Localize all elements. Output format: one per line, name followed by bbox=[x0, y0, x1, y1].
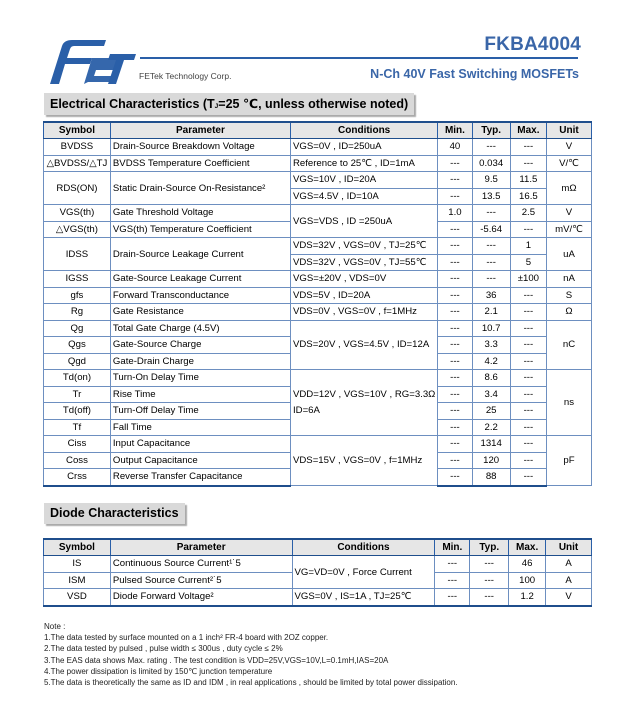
unit-cell: mΩ bbox=[547, 172, 592, 205]
table-row bbox=[44, 436, 592, 453]
typ-cell: --- bbox=[472, 238, 510, 255]
symbol-cell: IS bbox=[44, 556, 111, 573]
conditions-cell: VDS=0V , VGS=0V , f=1MHz bbox=[290, 304, 437, 321]
parameter-cell: Forward Transconductance bbox=[110, 287, 290, 304]
parameter-cell: Output Capacitance bbox=[110, 452, 290, 469]
typ-cell: 0.034 bbox=[472, 155, 510, 172]
symbol-cell: VGS(th) bbox=[44, 205, 111, 222]
symbol-cell: IGSS bbox=[44, 271, 111, 288]
conditions-cell: VGS=±20V , VDS=0V bbox=[290, 271, 437, 288]
typ-cell: --- bbox=[470, 589, 509, 606]
unit-cell: uA bbox=[547, 238, 592, 271]
parameter-cell: BVDSS Temperature Coefficient bbox=[110, 155, 290, 172]
typ-cell: 13.5 bbox=[472, 188, 510, 205]
typ-cell: 3.4 bbox=[472, 386, 510, 403]
section-electrical-heading: Electrical Characteristics (TJ=25 ℃, unless otherwise noted) bbox=[44, 93, 414, 115]
table-row bbox=[44, 155, 592, 172]
symbol-cell: Rg bbox=[44, 304, 111, 321]
table-row bbox=[44, 320, 592, 337]
typ-cell: 2.1 bbox=[472, 304, 510, 321]
min-cell: --- bbox=[438, 271, 472, 288]
typ-cell: 36 bbox=[472, 287, 510, 304]
electrical-table bbox=[43, 121, 592, 487]
section-diode-heading: Diode Characteristics bbox=[44, 503, 185, 524]
parameter-cell: Pulsed Source Current²˙5 bbox=[110, 572, 292, 589]
conditions-line: VDD=12V , VGS=10V , RG=3.3Ω bbox=[292, 388, 436, 400]
min-cell: --- bbox=[435, 589, 470, 606]
typ-cell: 120 bbox=[472, 452, 510, 469]
min-cell: --- bbox=[435, 572, 470, 589]
max-cell: --- bbox=[510, 419, 546, 436]
product-subtitle: N-Ch 40V Fast Switching MOSFETs bbox=[370, 67, 579, 81]
part-number: FKBA4004 bbox=[484, 34, 581, 55]
parameter-cell: Rise Time bbox=[110, 386, 290, 403]
min-cell: 40 bbox=[438, 139, 472, 156]
max-cell: 1 bbox=[510, 238, 546, 255]
symbol-cell: RDS(ON) bbox=[44, 172, 111, 205]
parameter-cell: VGS(th) Temperature Coefficient bbox=[110, 221, 290, 238]
max-cell: 2.5 bbox=[510, 205, 546, 222]
typ-cell: --- bbox=[472, 271, 510, 288]
symbol-cell: VSD bbox=[44, 589, 111, 606]
table-row bbox=[44, 370, 592, 387]
table-row bbox=[44, 304, 592, 321]
unit-cell: mV/℃ bbox=[547, 221, 592, 238]
col-symbol: Symbol bbox=[44, 122, 111, 139]
symbol-cell: Td(off) bbox=[44, 403, 111, 420]
col-symbol: Symbol bbox=[44, 539, 111, 556]
max-cell: --- bbox=[510, 386, 546, 403]
max-cell: --- bbox=[510, 353, 546, 370]
min-cell: --- bbox=[438, 221, 472, 238]
min-cell: --- bbox=[438, 304, 472, 321]
table-row bbox=[44, 589, 592, 606]
conditions-cell: VDS=20V , VGS=4.5V , ID=12A bbox=[290, 320, 437, 370]
unit-cell: V bbox=[546, 589, 592, 606]
table-row bbox=[44, 139, 592, 156]
unit-cell: pF bbox=[547, 436, 592, 486]
typ-cell: -5.64 bbox=[472, 221, 510, 238]
symbol-cell: Crss bbox=[44, 469, 111, 486]
col-min: Min. bbox=[438, 122, 472, 139]
conditions-cell: VGS=VDS , ID =250uA bbox=[290, 205, 437, 238]
parameter-cell: Diode Forward Voltage² bbox=[110, 589, 292, 606]
table-row bbox=[44, 205, 592, 222]
min-cell: --- bbox=[438, 287, 472, 304]
max-cell: 100 bbox=[509, 572, 546, 589]
table-row bbox=[44, 238, 592, 255]
symbol-cell: △BVDSS/△TJ bbox=[44, 155, 111, 172]
symbol-cell: Qgd bbox=[44, 353, 111, 370]
symbol-cell: BVDSS bbox=[44, 139, 111, 156]
min-cell: 1.0 bbox=[438, 205, 472, 222]
note-line: 4.The power dissipation is limited by 150℃ junction temperature bbox=[44, 666, 273, 676]
symbol-cell: Td(on) bbox=[44, 370, 111, 387]
parameter-cell: Drain-Source Breakdown Voltage bbox=[110, 139, 290, 156]
typ-cell: --- bbox=[472, 205, 510, 222]
col-conditions: Conditions bbox=[290, 122, 437, 139]
unit-cell: nC bbox=[547, 320, 592, 370]
notes-block bbox=[44, 621, 458, 688]
typ-cell: 88 bbox=[472, 469, 510, 486]
conditions-line: ID=6A bbox=[292, 404, 320, 416]
unit-cell: A bbox=[546, 572, 592, 589]
typ-cell: 9.5 bbox=[472, 172, 510, 189]
unit-cell: S bbox=[547, 287, 592, 304]
symbol-cell: Tf bbox=[44, 419, 111, 436]
conditions-cell bbox=[290, 370, 437, 436]
note-line: 2.The data tested by pulsed , pulse width ≤ 300us , duty cycle ≤ 2% bbox=[44, 644, 283, 654]
min-cell: --- bbox=[438, 452, 472, 469]
min-cell: --- bbox=[438, 238, 472, 255]
note-line: 1.The data tested by surface mounted on a 1 inch² FR-4 board with 2OZ copper. bbox=[44, 633, 329, 643]
symbol-cell: Ciss bbox=[44, 436, 111, 453]
symbol-cell: Coss bbox=[44, 452, 111, 469]
col-max: Max. bbox=[510, 122, 546, 139]
max-cell: --- bbox=[510, 139, 546, 156]
table-row bbox=[44, 172, 592, 189]
max-cell: --- bbox=[510, 221, 546, 238]
symbol-cell: IDSS bbox=[44, 238, 111, 271]
parameter-cell: Turn-On Delay Time bbox=[110, 370, 290, 387]
conditions-cell: VGS=4.5V , ID=10A bbox=[290, 188, 437, 205]
parameter-cell: Gate Threshold Voltage bbox=[110, 205, 290, 222]
max-cell: --- bbox=[510, 436, 546, 453]
conditions-cell: Reference to 25℃ , ID=1mA bbox=[290, 155, 437, 172]
col-min: Min. bbox=[435, 539, 470, 556]
max-cell: 1.2 bbox=[509, 589, 546, 606]
parameter-cell: Static Drain-Source On-Resistance² bbox=[110, 172, 290, 205]
company-name: FETek Technology Corp. bbox=[139, 71, 232, 81]
conditions-cell: VGS=10V , ID=20A bbox=[290, 172, 437, 189]
table-row bbox=[44, 556, 592, 573]
max-cell: --- bbox=[510, 452, 546, 469]
unit-cell: V bbox=[547, 139, 592, 156]
table-header-row bbox=[44, 122, 592, 139]
min-cell: --- bbox=[438, 337, 472, 354]
parameter-cell: Gate-Source Leakage Current bbox=[110, 271, 290, 288]
parameter-cell: Total Gate Charge (4.5V) bbox=[110, 320, 290, 337]
unit-cell: A bbox=[546, 556, 592, 573]
min-cell: --- bbox=[438, 403, 472, 420]
max-cell: --- bbox=[510, 155, 546, 172]
fetek-logo bbox=[44, 36, 140, 88]
unit-cell: Ω bbox=[547, 304, 592, 321]
symbol-cell: gfs bbox=[44, 287, 111, 304]
min-cell: --- bbox=[438, 419, 472, 436]
col-parameter: Parameter bbox=[110, 539, 292, 556]
table-row bbox=[44, 271, 592, 288]
unit-cell: V bbox=[547, 205, 592, 222]
min-cell: --- bbox=[435, 556, 470, 573]
col-unit: Unit bbox=[547, 122, 592, 139]
max-cell: --- bbox=[510, 370, 546, 387]
typ-cell: --- bbox=[470, 556, 509, 573]
parameter-cell: Input Capacitance bbox=[110, 436, 290, 453]
symbol-cell: Qg bbox=[44, 320, 111, 337]
parameter-cell: Drain-Source Leakage Current bbox=[110, 238, 290, 271]
min-cell: --- bbox=[438, 353, 472, 370]
header-rule bbox=[140, 57, 578, 59]
table-row bbox=[44, 287, 592, 304]
max-cell: 5 bbox=[510, 254, 546, 271]
note-line: Note : bbox=[44, 622, 66, 631]
unit-cell: V/℃ bbox=[547, 155, 592, 172]
conditions-cell: VDS=15V , VGS=0V , f=1MHz bbox=[290, 436, 437, 486]
note-line: 5.The data is theoretically the same as ID and IDM , in real applications , should be limited by total power dissipation. bbox=[44, 678, 458, 688]
max-cell: 16.5 bbox=[510, 188, 546, 205]
symbol-cell: △VGS(th) bbox=[44, 221, 111, 238]
typ-cell: 25 bbox=[472, 403, 510, 420]
note-line: 3.The EAS data shows Max. rating . The test condition is VDD=25V,VGS=10V,L=0.1mH,IAS=20A bbox=[44, 655, 389, 665]
parameter-cell: Gate-Source Charge bbox=[110, 337, 290, 354]
table-header-row bbox=[44, 539, 592, 556]
parameter-cell: Reverse Transfer Capacitance bbox=[110, 469, 290, 486]
typ-cell: --- bbox=[472, 139, 510, 156]
typ-cell: 8.6 bbox=[472, 370, 510, 387]
max-cell: --- bbox=[510, 469, 546, 486]
min-cell: --- bbox=[438, 436, 472, 453]
parameter-cell: Turn-Off Delay Time bbox=[110, 403, 290, 420]
parameter-cell: Continuous Source Current¹˙5 bbox=[110, 556, 292, 573]
max-cell: --- bbox=[510, 287, 546, 304]
min-cell: --- bbox=[438, 172, 472, 189]
unit-cell: ns bbox=[547, 370, 592, 436]
col-conditions: Conditions bbox=[292, 539, 435, 556]
parameter-cell: Gate-Drain Charge bbox=[110, 353, 290, 370]
max-cell: 11.5 bbox=[510, 172, 546, 189]
typ-cell: 10.7 bbox=[472, 320, 510, 337]
max-cell: ±100 bbox=[510, 271, 546, 288]
min-cell: --- bbox=[438, 155, 472, 172]
col-typ: Typ. bbox=[470, 539, 509, 556]
min-cell: --- bbox=[438, 469, 472, 486]
conditions-cell: VDS=32V , VGS=0V , TJ=55℃ bbox=[290, 254, 437, 271]
min-cell: --- bbox=[438, 386, 472, 403]
min-cell: --- bbox=[438, 188, 472, 205]
typ-cell: 4.2 bbox=[472, 353, 510, 370]
parameter-cell: Fall Time bbox=[110, 419, 290, 436]
typ-cell: 2.2 bbox=[472, 419, 510, 436]
col-parameter: Parameter bbox=[110, 122, 290, 139]
conditions-cell: VGS=0V , ID=250uA bbox=[290, 139, 437, 156]
min-cell: --- bbox=[438, 370, 472, 387]
min-cell: --- bbox=[438, 320, 472, 337]
col-unit: Unit bbox=[546, 539, 592, 556]
unit-cell: nA bbox=[547, 271, 592, 288]
max-cell: --- bbox=[510, 304, 546, 321]
col-max: Max. bbox=[509, 539, 546, 556]
min-cell: --- bbox=[438, 254, 472, 271]
diode-table bbox=[43, 538, 592, 607]
max-cell: --- bbox=[510, 320, 546, 337]
col-typ: Typ. bbox=[472, 122, 510, 139]
symbol-cell: ISM bbox=[44, 572, 111, 589]
conditions-cell: VDS=5V , ID=20A bbox=[290, 287, 437, 304]
parameter-cell: Gate Resistance bbox=[110, 304, 290, 321]
typ-cell: 1314 bbox=[472, 436, 510, 453]
typ-cell: 3.3 bbox=[472, 337, 510, 354]
conditions-cell: VDS=32V , VGS=0V , TJ=25℃ bbox=[290, 238, 437, 255]
symbol-cell: Qgs bbox=[44, 337, 111, 354]
symbol-cell: Tr bbox=[44, 386, 111, 403]
typ-cell: --- bbox=[472, 254, 510, 271]
max-cell: --- bbox=[510, 403, 546, 420]
conditions-cell: VGS=0V , IS=1A , TJ=25℃ bbox=[292, 589, 435, 606]
conditions-cell: VG=VD=0V , Force Current bbox=[292, 556, 435, 589]
max-cell: --- bbox=[510, 337, 546, 354]
typ-cell: --- bbox=[470, 572, 509, 589]
max-cell: 46 bbox=[509, 556, 546, 573]
